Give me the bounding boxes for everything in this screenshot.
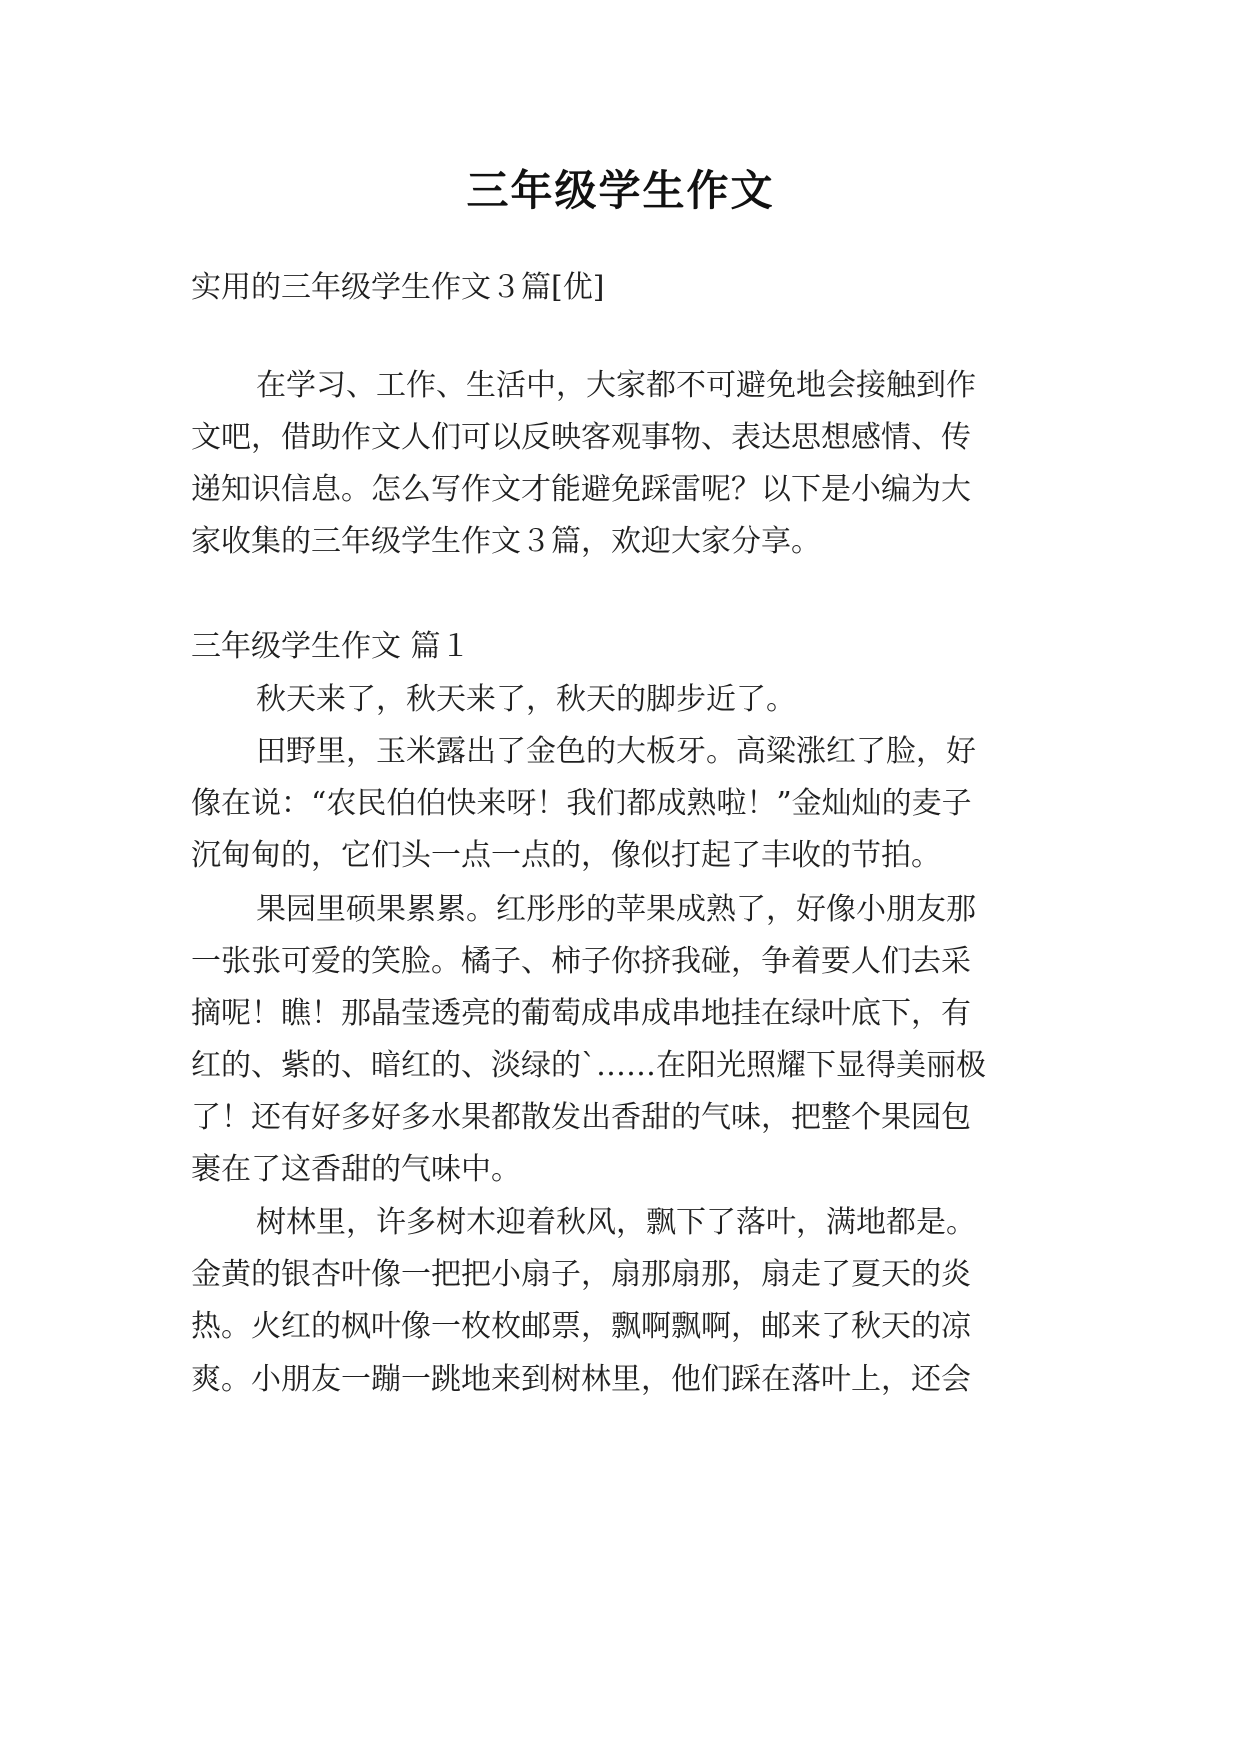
essay-heading: 三年级学生作文 篇１ (191, 629, 471, 664)
document-subtitle: 实用的三年级学生作文３篇[优] (191, 270, 605, 305)
essay-line-14: 爽。小朋友一蹦一跳地来到树林里，他们踩在落叶上，还会 (191, 1362, 971, 1397)
essay-line-11: 树林里，许多树木迎着秋风，飘下了落叶，满地都是。 (256, 1205, 976, 1240)
essay-line-1: 秋天来了，秋天来了，秋天的脚步近了。 (256, 682, 796, 717)
document-title: 三年级学生作文 (466, 166, 775, 215)
essay-line-5: 果园里硕果累累。红彤彤的苹果成熟了，好像小朋友那 (256, 892, 976, 927)
essay-line-4: 沉甸甸的，它们头一点一点的，像似打起了丰收的节拍。 (191, 838, 941, 873)
essay-line-3: 像在说：“农民伯伯快来呀！我们都成熟啦！”金灿灿的麦子 (191, 786, 972, 821)
intro-line-2: 文吧，借助作文人们可以反映客观事物、表达思想感情、传 (191, 420, 971, 455)
essay-line-9: 了！还有好多好多水果都散发出香甜的气味，把整个果园包 (191, 1100, 971, 1135)
essay-line-7: 摘呢！瞧！那晶莹透亮的葡萄成串成串地挂在绿叶底下，有 (191, 996, 971, 1031)
essay-line-6: 一张张可爱的笑脸。橘子、柿子你挤我碰，争着要人们去采 (191, 944, 971, 979)
essay-line-12: 金黄的银杏叶像一把把小扇子，扇那扇那，扇走了夏天的炎 (191, 1257, 971, 1292)
intro-line-4: 家收集的三年级学生作文３篇，欢迎大家分享。 (191, 524, 821, 559)
essay-line-13: 热。火红的枫叶像一枚枚邮票，飘啊飘啊，邮来了秋天的凉 (191, 1309, 971, 1344)
intro-line-1: 在学习、工作、生活中，大家都不可避免地会接触到作 (256, 368, 976, 403)
essay-line-10: 裹在了这香甜的气味中。 (191, 1152, 521, 1187)
essay-line-2: 田野里，玉米露出了金色的大板牙。高粱涨红了脸，好 (256, 734, 976, 769)
essay-line-8: 红的、紫的、暗红的、淡绿的`……在阳光照耀下显得美丽极 (191, 1048, 986, 1083)
intro-line-3: 递知识信息。怎么写作文才能避免踩雷呢？以下是小编为大 (191, 472, 971, 507)
